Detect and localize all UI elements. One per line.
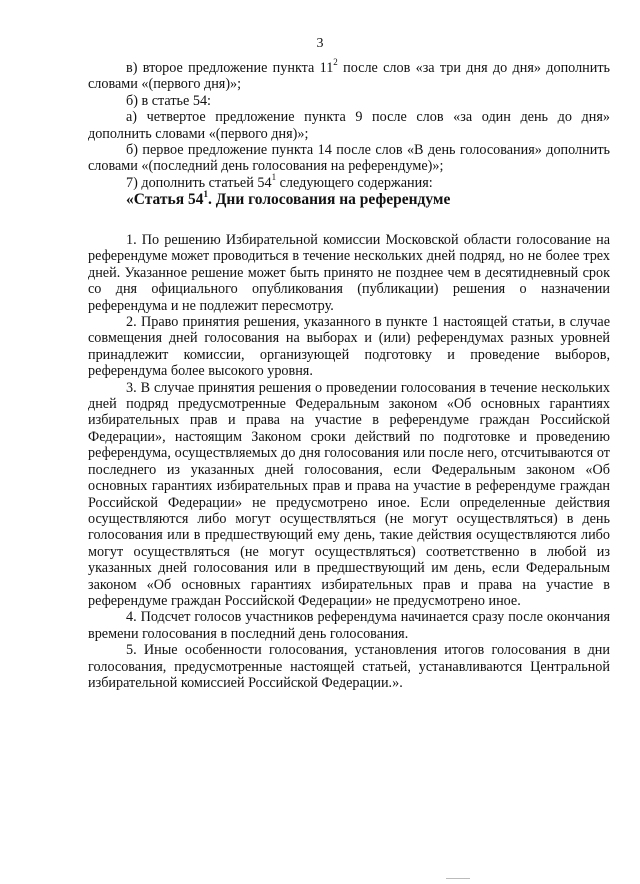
amendment-item xyxy=(88,109,610,142)
heading-text: . Дни голосования на референдуме xyxy=(207,191,451,209)
article-paragraph: 3. В случае принятия решения о проведении голосования в течение нескольких дней подряд предусмотренные Федеральным законом «Об основных гарантиях избирательных прав и права на участие в референдуме граждан Российской Федерации», настоящим Законом сроки действий по подготовке и проведению референдума, осуществляемых до дня голосования или после него, отсчитываются от последнего из указанных дней голосования, если Федеральным законом «Об основных гарантиях избирательных прав и права на участие в референдуме граждан Российской Федерации» не предусмотрено иное. Если определенные действия осуществляются либо могут осуществляться (не могут осуществляться) в день голосования или в предшествующий ему день, такие действия осуществляются либо могут осуществляться (не могут осуществляться) соответственно в любой из указанных дней голосования или в предшествующий им день, если Федеральным законом «Об основных гарантиях избирательных прав и права на участие в референдуме граждан Российской Федерации» не предусмотрено иное. xyxy=(88,379,610,609)
heading-text: «Статья 54 xyxy=(126,191,204,209)
superscript: 1 xyxy=(203,189,208,200)
article-paragraph: 2. Право принятия решения, указанного в пункте 1 настоящей статьи, в случае совмещения дней голосования на выборах и (или) референдумах разных уровней принадлежит комиссии, организующей подготовку и проведение выборов, референдума более высокого уровня. xyxy=(88,314,610,380)
superscript: 1 xyxy=(271,172,277,183)
page-number: 3 xyxy=(316,36,324,51)
amendment-text: 7) дополнить статьей 54 xyxy=(126,174,272,191)
amendment-text: после слов «за три дня до дня» дополнить словами «(первого дня)»; xyxy=(88,60,610,93)
amendment-item xyxy=(88,93,610,109)
amendments-list xyxy=(88,57,610,228)
amendment-item xyxy=(88,57,610,93)
article-body xyxy=(88,232,610,691)
article-paragraph: 5. Иные особенности голосования, установления итогов голосования в дни голосования, предусмотренные настоящей статьей, устанавливаются Центральной избирательной комиссией Российской Федерации.». xyxy=(88,642,610,691)
article-paragraph: 4. Подсчет голосов участников референдума начинается сразу после окончания времени голосования в последний день голосования. xyxy=(88,609,610,642)
amendment-item xyxy=(88,142,610,175)
article-paragraph: 1. По решению Избирательной комиссии Московской области голосование на референдуме может проводиться в течение нескольких дней подряд, но не более трех дней. Указанное решение может быть принято не позднее чем в десятидневный срок со дня официального опубликования (публикации) решения о назначении референдума и не подлежит пересмотру. xyxy=(88,232,610,314)
amendment-item xyxy=(88,172,610,191)
amendment-text: следующего содержания: xyxy=(276,174,433,191)
article-heading xyxy=(88,191,610,209)
amendment-text: б) в статье 54: xyxy=(126,92,211,109)
superscript: 2 xyxy=(333,57,338,68)
amendment-text: в) второе предложение пункта 11 xyxy=(126,60,334,76)
amendment-text: б) первое предложение пункта 14 после слов «В день голосования» дополнить словами «(последний день голосования на референдуме)»; xyxy=(88,142,610,175)
page-edge-mark xyxy=(446,878,470,882)
amendment-text: а) четвертое предложение пункта 9 после слов «за один день до дня» дополнить словами «(первого дня)»; xyxy=(88,109,610,142)
